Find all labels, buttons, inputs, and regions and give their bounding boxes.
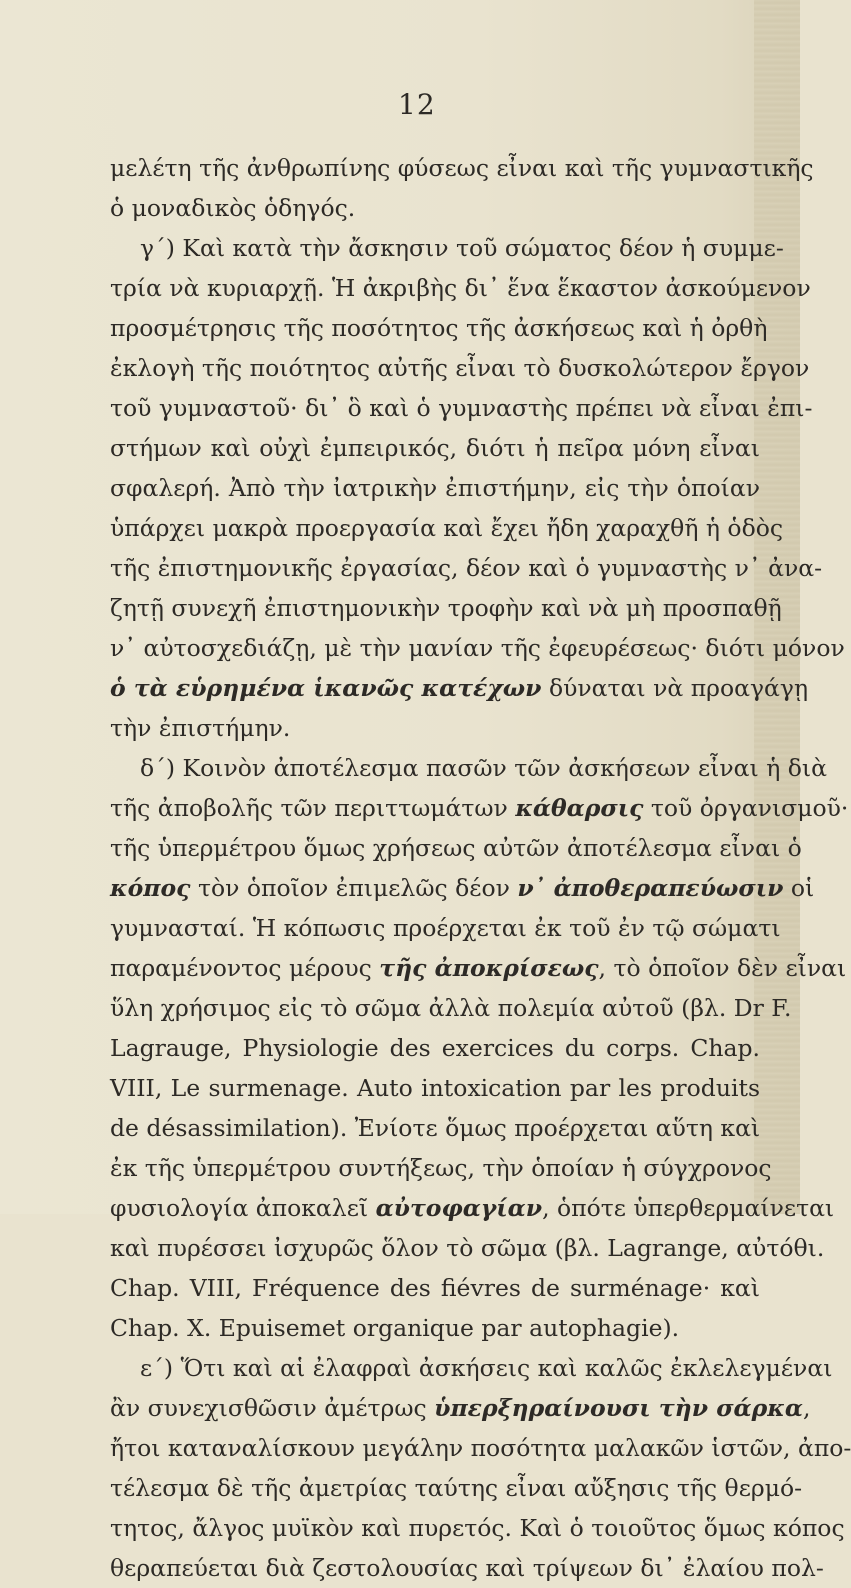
body-text [110,148,851,1588]
text-line [110,308,768,348]
text-line [110,228,784,268]
text-segment: τὴν ἐπιστήμην. [110,714,291,742]
text-segment: θεραπεύεται διὰ ζεστολουσίας καὶ τρίψεων δι᾽ ἐλαίου πολ- [110,1554,824,1582]
text-line [110,788,849,828]
text-segment: τρία νὰ κυριαρχῇ. Ἡ ἀκριβὴς δι᾽ ἕνα ἕκαστον ἀσκούμενον [110,274,811,302]
text-line [110,148,814,188]
text-segment: de désassimilation). Ἐνίοτε ὅμως προέρχεται αὕτη καὶ [110,1114,761,1142]
text-line [110,748,828,788]
emphasized-text: ὑπερξηραίνουσι τὴν σάρκα [434,1394,803,1422]
emphasized-text: τῆς ἀποκρίσεως [379,954,599,982]
text-segment: Chap. VIII, Fréquence des fiévres de surménage· καὶ [110,1274,760,1302]
text-line [110,1428,851,1468]
text-segment: καὶ πυρέσσει ἰσχυρῶς ὅλον τὸ σῶμα (βλ. Lagrange, αὐτόθι. [110,1234,825,1262]
text-line [110,508,784,548]
text-segment: ἐκ τῆς ὑπερμέτρου συντήξεως, τὴν ὁποίαν ἡ σύγχρονος [110,1154,772,1182]
text-line [110,828,802,868]
text-segment: ἂν συνεχισθῶσιν ἀμέτρως [110,1394,435,1422]
text-line [110,1468,803,1508]
emphasized-text: κάθαρσις [515,794,644,822]
text-segment: , [802,1394,811,1422]
text-line [110,1548,824,1588]
text-segment: στήμων καὶ οὐχὶ ἐμπειρικός, διότι ἡ πεῖρα μόνη εἶναι [110,434,760,462]
emphasized-text: κόπος [110,874,191,902]
text-segment: τοῦ γυμναστοῦ· δι᾽ ὃ καὶ ὁ γυμναστὴς πρέπει νὰ εἶναι ἐπι- [110,394,813,422]
text-line [110,1388,811,1428]
text-segment: φυσιολογία ἀποκαλεῖ [110,1194,376,1222]
text-segment: μελέτη τῆς ἀνθρωπίνης φύσεως εἶναι καὶ τῆς γυμναστικῆς [110,154,814,182]
text-line [110,708,760,748]
text-line [110,468,760,508]
text-segment: γ΄) Καὶ κατὰ τὴν ἄσκησιν τοῦ σώματος δέον ἡ συμμε- [140,234,784,262]
text-line [110,348,810,388]
text-line [110,548,823,588]
text-line [110,628,845,668]
text-line [110,188,760,228]
text-line [110,1508,845,1548]
text-line [110,1228,825,1268]
text-segment: Lagrauge, Physiologie des exercices du corps. Chap. [110,1034,760,1062]
text-segment: δ΄) Κοινὸν ἀποτέλεσμα πασῶν τῶν ἀσκήσεων εἶναι ἡ διὰ [140,754,828,782]
text-segment: τῆς ἀποβολῆς τῶν περιττωμάτων [110,794,516,822]
text-segment: τῆς ὑπερμέτρου ὅμως χρήσεως αὐτῶν ἀποτέλεσμα εἶναι ὁ [110,834,802,862]
text-segment: ζητῇ συνεχῆ ἐπιστημονικὴν τροφὴν καὶ νὰ μὴ προσπαθῇ [110,594,782,622]
text-segment: παραμένοντος μέρους [110,954,380,982]
text-segment: ἤτοι καταναλίσκουν μεγάλην ποσότητα μαλακῶν ἱστῶν, ἀπο- [110,1434,851,1462]
text-segment: Chap. X. Epuisemet organique par autophagie). [110,1314,680,1342]
text-line [110,1108,760,1148]
text-line [110,428,760,468]
text-line [110,388,813,428]
text-line [110,1028,760,1068]
text-segment: προσμέτρησις τῆς ποσότητος τῆς ἀσκήσεως καὶ ἡ ὀρθὴ [110,314,768,342]
text-segment: VIII, Le surmenage. Auto intoxication par les produits [110,1074,760,1102]
emphasized-text: ὁ τὰ εὑρημένα ἱκανῶς κατέχων [110,674,542,702]
text-line [110,948,847,988]
text-segment: , ὁπότε ὑπερθερμαίνεται [542,1194,835,1222]
text-line [110,588,782,628]
text-segment: οἱ [783,874,815,902]
text-segment: ὁ μοναδικὸς ὁδηγός. [110,194,356,222]
text-line [110,668,809,708]
text-line [110,908,781,948]
text-segment: δύναται νὰ προαγάγῃ [541,674,809,702]
page-number: 12 [398,88,436,121]
text-segment: ε΄) Ὅτι καὶ αἱ ἐλαφραὶ ἀσκήσεις καὶ καλῶς ἐκλελεγμέναι [140,1354,833,1382]
text-line [110,1068,760,1108]
text-segment: σφαλερή. Ἀπὸ τὴν ἰατρικὴν ἐπιστήμην, εἰς τὴν ὁποίαν [110,474,760,502]
emphasized-text: ν᾽ ἀποθεραπεύωσιν [517,874,784,902]
text-segment: τῆς ἐπιστημονικῆς ἐργασίας, δέον καὶ ὁ γυμναστὴς ν᾽ ἀνα- [110,554,823,582]
text-segment: τοῦ ὀργανισμοῦ· [643,794,849,822]
text-segment: ν᾽ αὐτοσχεδιάζῃ, μὲ τὴν μανίαν τῆς ἐφευρέσεως· διότι μόνον [110,634,845,662]
text-segment: , τὸ ὁποῖον δὲν εἶναι [598,954,847,982]
text-line [110,988,792,1028]
text-segment: τέλεσμα δὲ τῆς ἀμετρίας ταύτης εἶναι αὔξησις τῆς θερμό- [110,1474,803,1502]
text-line [110,1308,760,1348]
text-line [110,268,811,308]
text-segment: τὸν ὁποῖον ἐπιμελῶς δέον [190,874,518,902]
text-segment: ἐκλογὴ τῆς ποιότητος αὐτῆς εἶναι τὸ δυσκολώτερον ἔργον [110,354,810,382]
text-segment: ὑπάρχει μακρὰ προεργασία καὶ ἔχει ἤδη χαραχθῆ ἡ ὁδὸς [110,514,784,542]
text-line [110,1188,835,1228]
text-line [110,1148,772,1188]
text-segment: γυμνασταί. Ἡ κόπωσις προέρχεται ἐκ τοῦ ἐν τῷ σώματι [110,914,781,942]
text-line [110,868,815,908]
emphasized-text: αὐτοφαγίαν [375,1194,543,1222]
text-line [110,1268,760,1308]
text-segment: ὕλη χρήσιμος εἰς τὸ σῶμα ἀλλὰ πολεμία αὐτοῦ (βλ. Dr F. [110,994,792,1022]
text-segment: τητος, ἄλγος μυϊκὸν καὶ πυρετός. Καὶ ὁ τοιοῦτος ὅμως κόπος [110,1514,845,1542]
text-line [110,1348,833,1388]
